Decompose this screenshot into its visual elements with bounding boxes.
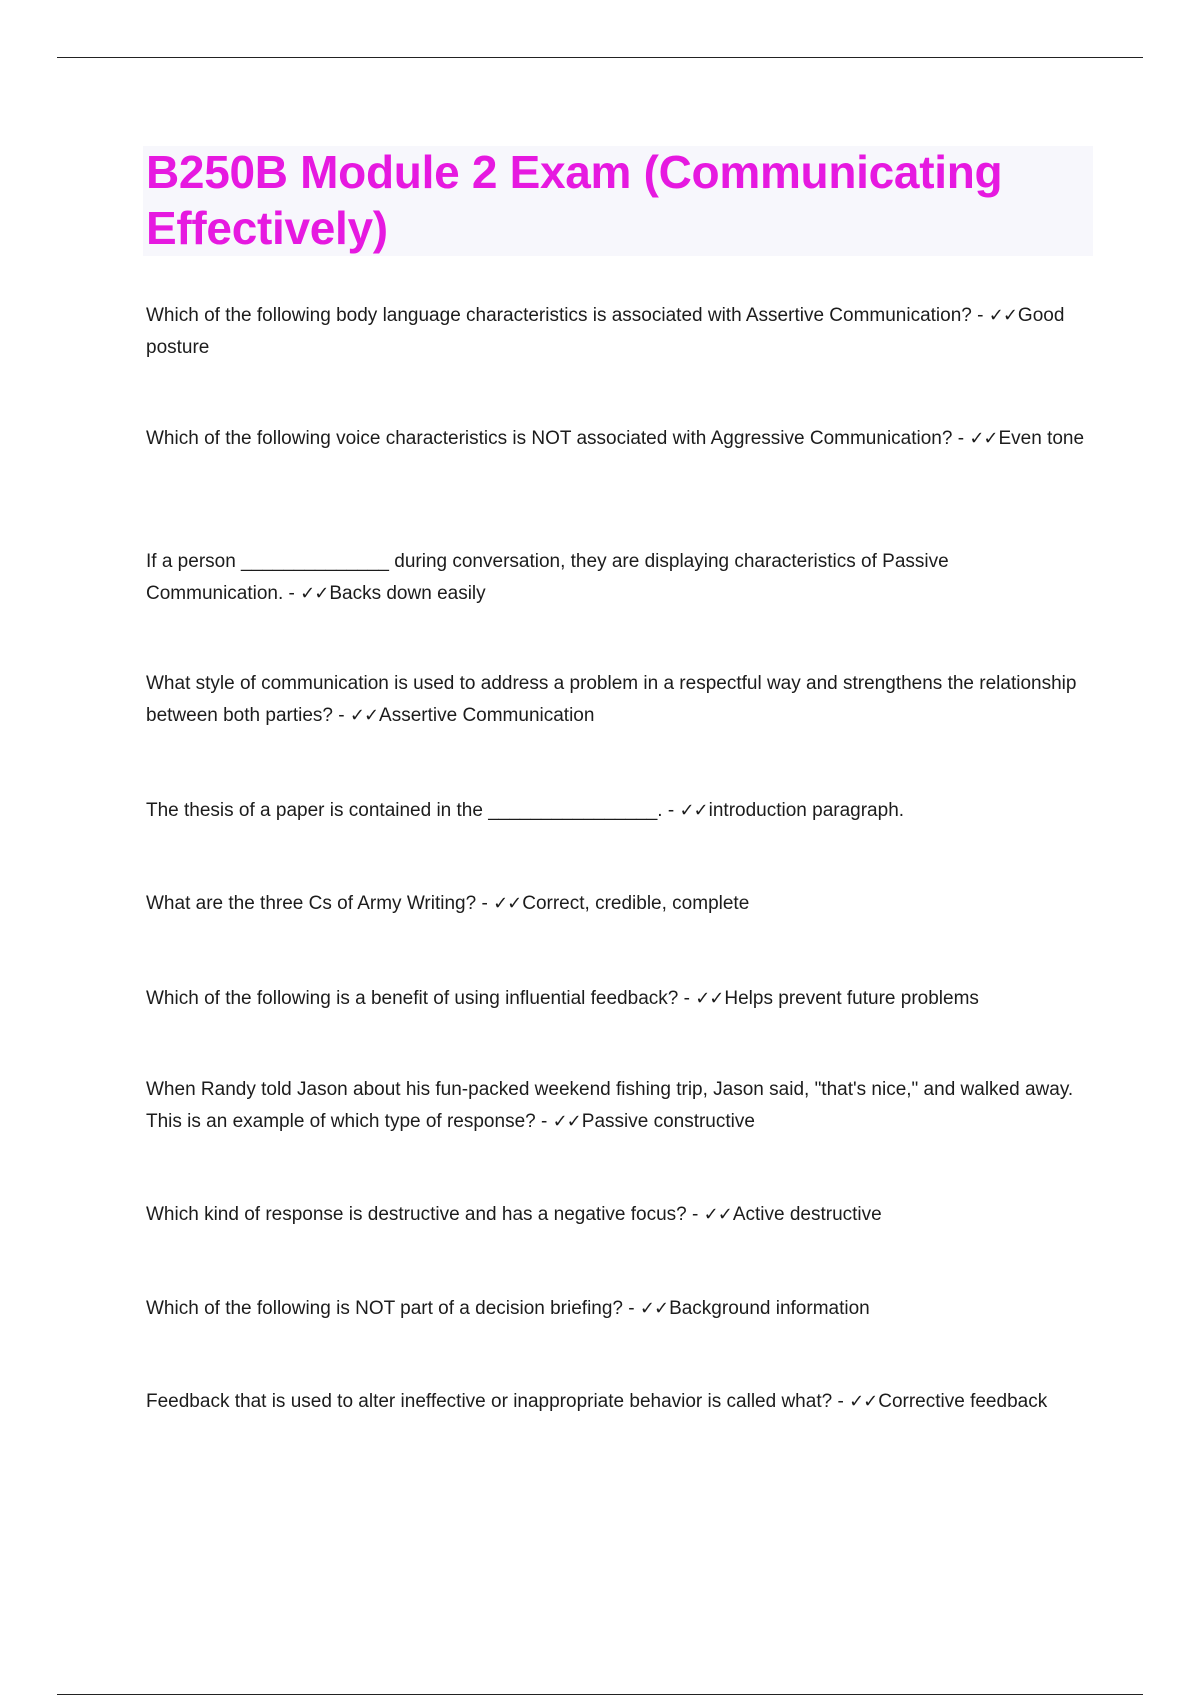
answer-text: Even tone	[998, 428, 1085, 449]
question-text: If a person ______________ during conversation, they are displaying characteristics of Passive Communication. -	[146, 551, 949, 604]
question-text: What are the three Cs of Army Writing? -	[146, 893, 488, 914]
answer-text: Correct, credible, complete	[522, 893, 750, 914]
answer-text: Backs down easily	[329, 583, 486, 604]
qa-item	[146, 423, 1086, 455]
qa-item	[146, 300, 1086, 364]
qa-item	[146, 668, 1086, 732]
check-icon: ✓✓	[300, 583, 329, 604]
qa-item	[146, 888, 1086, 920]
answer-text: Background information	[669, 1298, 870, 1319]
check-icon: ✓✓	[679, 800, 708, 821]
check-icon: ✓✓	[849, 1391, 878, 1412]
question-text: What style of communication is used to address a problem in a respectful way and strengthens the relationship between both parties? -	[146, 673, 1077, 726]
question-text: Feedback that is used to alter ineffective or inappropriate behavior is called what? -	[146, 1391, 844, 1412]
qa-item	[146, 1293, 1086, 1325]
answer-text: Corrective feedback	[878, 1391, 1048, 1412]
check-icon: ✓✓	[552, 1111, 581, 1132]
check-icon: ✓✓	[695, 988, 724, 1009]
question-text: When Randy told Jason about his fun-packed weekend fishing trip, Jason said, "that's nice," and walked away. This is an example of which type of response? -	[146, 1079, 1074, 1132]
check-icon: ✓✓	[969, 428, 998, 449]
qa-item	[146, 795, 1086, 827]
question-text: The thesis of a paper is contained in the ________________. -	[146, 800, 675, 821]
check-icon: ✓✓	[639, 1298, 669, 1319]
qa-item	[146, 983, 1086, 1015]
question-text: Which of the following is NOT part of a decision briefing? -	[146, 1298, 635, 1319]
answer-text: Active destructive	[732, 1204, 882, 1225]
bottom-rule	[57, 1694, 1143, 1695]
question-text: Which of the following is a benefit of using influential feedback? -	[146, 988, 690, 1009]
check-icon: ✓✓	[988, 305, 1017, 326]
qa-item	[146, 1199, 1086, 1231]
qa-item	[146, 1074, 1086, 1138]
qa-item	[146, 546, 1086, 610]
question-text: Which of the following body language characteristics is associated with Assertive Communication? -	[146, 305, 984, 326]
question-text: Which of the following voice characteristics is NOT associated with Aggressive Communication? -	[146, 428, 965, 449]
check-icon: ✓✓	[493, 893, 522, 914]
answer-text: Good posture	[146, 305, 1065, 358]
check-icon: ✓✓	[349, 705, 379, 726]
answer-text: introduction paragraph.	[708, 800, 905, 821]
document-title: B250B Module 2 Exam (Communicating Effectively)	[146, 146, 1003, 254]
answer-text: Passive constructive	[581, 1111, 755, 1132]
check-icon: ✓✓	[703, 1204, 732, 1225]
answer-text: Helps prevent future problems	[724, 988, 979, 1009]
answer-text: Assertive Communication	[379, 705, 595, 726]
question-text: Which kind of response is destructive and has a negative focus? -	[146, 1204, 699, 1225]
top-rule	[57, 57, 1143, 58]
qa-item	[146, 1386, 1086, 1418]
